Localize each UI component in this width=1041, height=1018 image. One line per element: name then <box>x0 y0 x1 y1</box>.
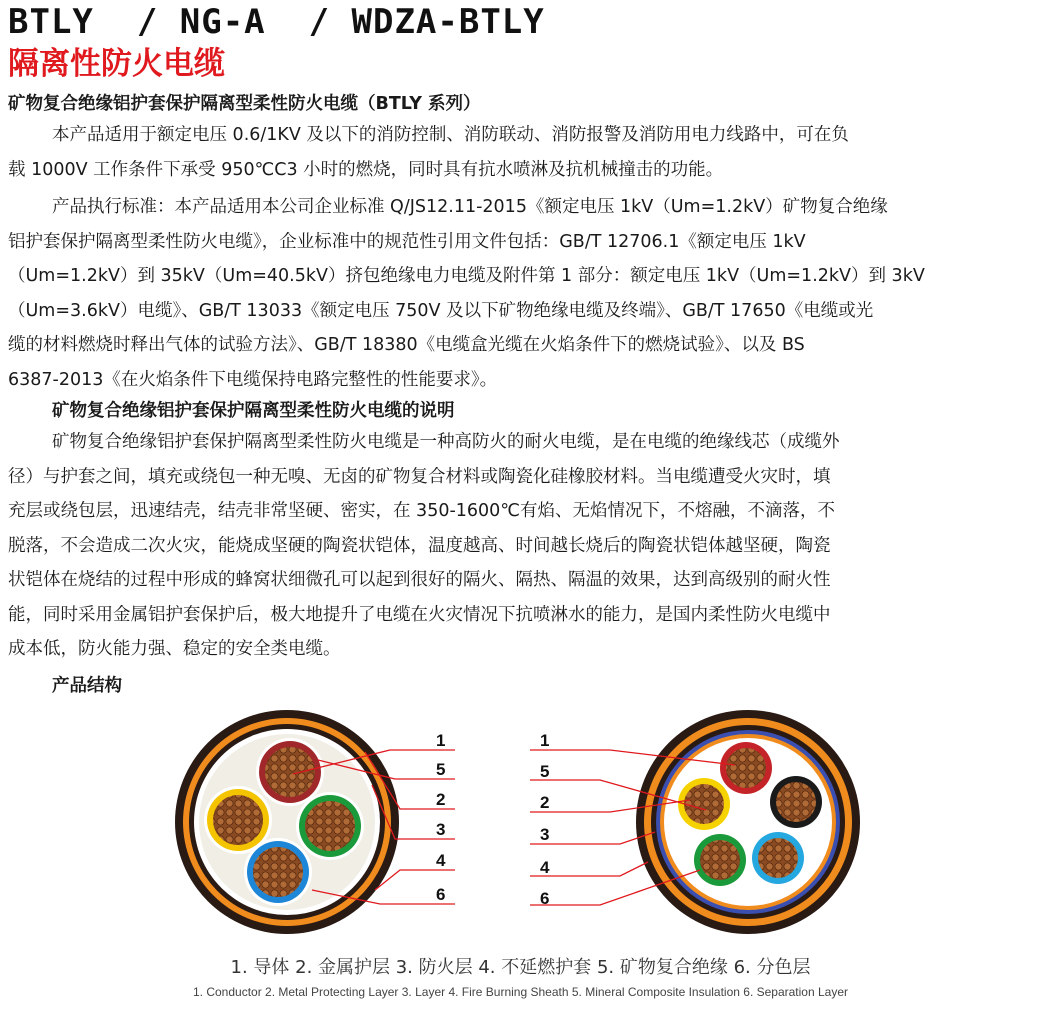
right-label-3: 3 <box>540 825 550 844</box>
series-subtitle: 矿物复合绝缘铝护套保护隔离型柔性防火电缆（BTLY 系列） <box>8 94 481 114</box>
left-cable <box>175 710 455 934</box>
right-core-lower-left <box>691 831 749 889</box>
right-label-2: 2 <box>540 793 550 812</box>
page-title: 隔离性防火电缆 <box>8 46 225 82</box>
legend-english: 1. Conductor 2. Metal Protecting Layer 3. Layer 4. Fire Burning Sheath 5. Mineral Composite Insulation 6. Separation Layer <box>192 985 849 999</box>
right-core-upper-right <box>767 773 825 831</box>
description-line: 径）与护套之间，填充或绕包一种无嗅、无卤的矿物复合材料或陶瓷化硅橡胶材料。当电缆遭受火灾时，填 <box>8 466 831 487</box>
description-line: 矿物复合绝缘铝护套保护隔离型柔性防火电缆是一种高防火的耐火电缆，是在电缆的绝缘线芯（成缆外 <box>52 432 840 452</box>
left-label-3: 3 <box>436 820 446 839</box>
description-line: 状铠体在烧结的过程中形成的蜂窝状细微孔可以起到很好的隔火、隔热、隔温的效果，达到高级别的耐火性 <box>8 570 831 590</box>
cable-structure-diagram <box>0 700 1041 950</box>
standard-line: （Um=3.6kV）电缆》、GB/T 13033《额定电压 750V 及以下矿物绝缘电缆及终端》、GB/T 17650《电缆或光 <box>8 300 874 321</box>
description-line: 能，同时采用金属铝护套保护后，极大地提升了电缆在火灾情况下抗喷淋水的能力，是国内柔性防火电缆中 <box>8 604 831 625</box>
left-label-2: 2 <box>436 790 446 809</box>
description-paragraph <box>8 425 1033 667</box>
standard-line: 铝护套保护隔离型柔性防火电缆》，企业标准中的规范性引用文件包括：GB/T 12706.1《额定电压 1kV <box>8 231 806 252</box>
description-line: 脱落，不会造成二次火灾，能烧成坚硬的陶瓷状铠体，温度越高、时间越长烧后的陶瓷状铠体越坚硬，陶瓷 <box>8 535 831 556</box>
right-label-6: 6 <box>540 889 550 908</box>
right-label-4: 4 <box>540 858 550 877</box>
left-label-1: 1 <box>436 731 446 750</box>
model-numbers: BTLY / NG-A / WDZA-BTLY <box>8 2 545 42</box>
left-label-5: 5 <box>436 760 446 779</box>
standard-line: 产品执行标准：本产品适用本公司企业标准 Q/JS12.11-2015《额定电压 1kV（Um=1.2kV）矿物复合绝缘 <box>52 197 888 217</box>
structure-heading: 产品结构 <box>52 676 122 696</box>
description-line: 充层或绕包层，迅速结壳，结壳非常坚硬、密实，在 350-1600℃有焰、无焰情况下，不熔融，不滴落，不 <box>8 501 835 521</box>
description-heading: 矿物复合绝缘铝护套保护隔离型柔性防火电缆的说明 <box>52 401 455 421</box>
description-line: 成本低，防火能力强、稳定的安全类电缆。 <box>8 639 341 659</box>
intro-line: 载 1000V 工作条件下承受 950℃C3 小时的燃烧，同时具有抗水喷淋及抗机械撞击的功能。 <box>8 159 724 180</box>
left-core-right <box>296 792 364 860</box>
intro-paragraph <box>8 118 1033 187</box>
right-core-lower-right <box>749 829 807 887</box>
standard-paragraph <box>8 190 1033 397</box>
right-label-5: 5 <box>540 762 550 781</box>
standard-line: 6387-2013《在火焰条件下电缆保持电路完整性的性能要求》。 <box>8 369 498 390</box>
standard-line: 缆的材料燃烧时释出气体的试验方法》、GB/T 18380《电缆盒光缆在火焰条件下的燃烧试验》、以及 BS <box>8 335 805 355</box>
intro-line: 本产品适用于额定电压 0.6/1KV 及以下的消防控制、消防联动、消防报警及消防用电力线路中，可在负 <box>52 125 849 145</box>
legend-chinese: 1. 导体 2. 金属护层 3. 防火层 4. 不延燃护套 5. 矿物复合绝缘 6. 分色层 <box>230 957 811 978</box>
standard-line: （Um=1.2kV）到 35kV（Um=40.5kV）挤包绝缘电力电缆及附件第 1 部分：额定电压 1kV（Um=1.2kV）到 3kV <box>8 266 925 286</box>
left-core-top <box>256 738 324 806</box>
left-label-6: 6 <box>436 885 446 904</box>
left-core-bottom <box>244 838 312 906</box>
right-cable <box>530 710 860 934</box>
right-label-1: 1 <box>540 731 550 750</box>
left-label-4: 4 <box>436 851 446 870</box>
